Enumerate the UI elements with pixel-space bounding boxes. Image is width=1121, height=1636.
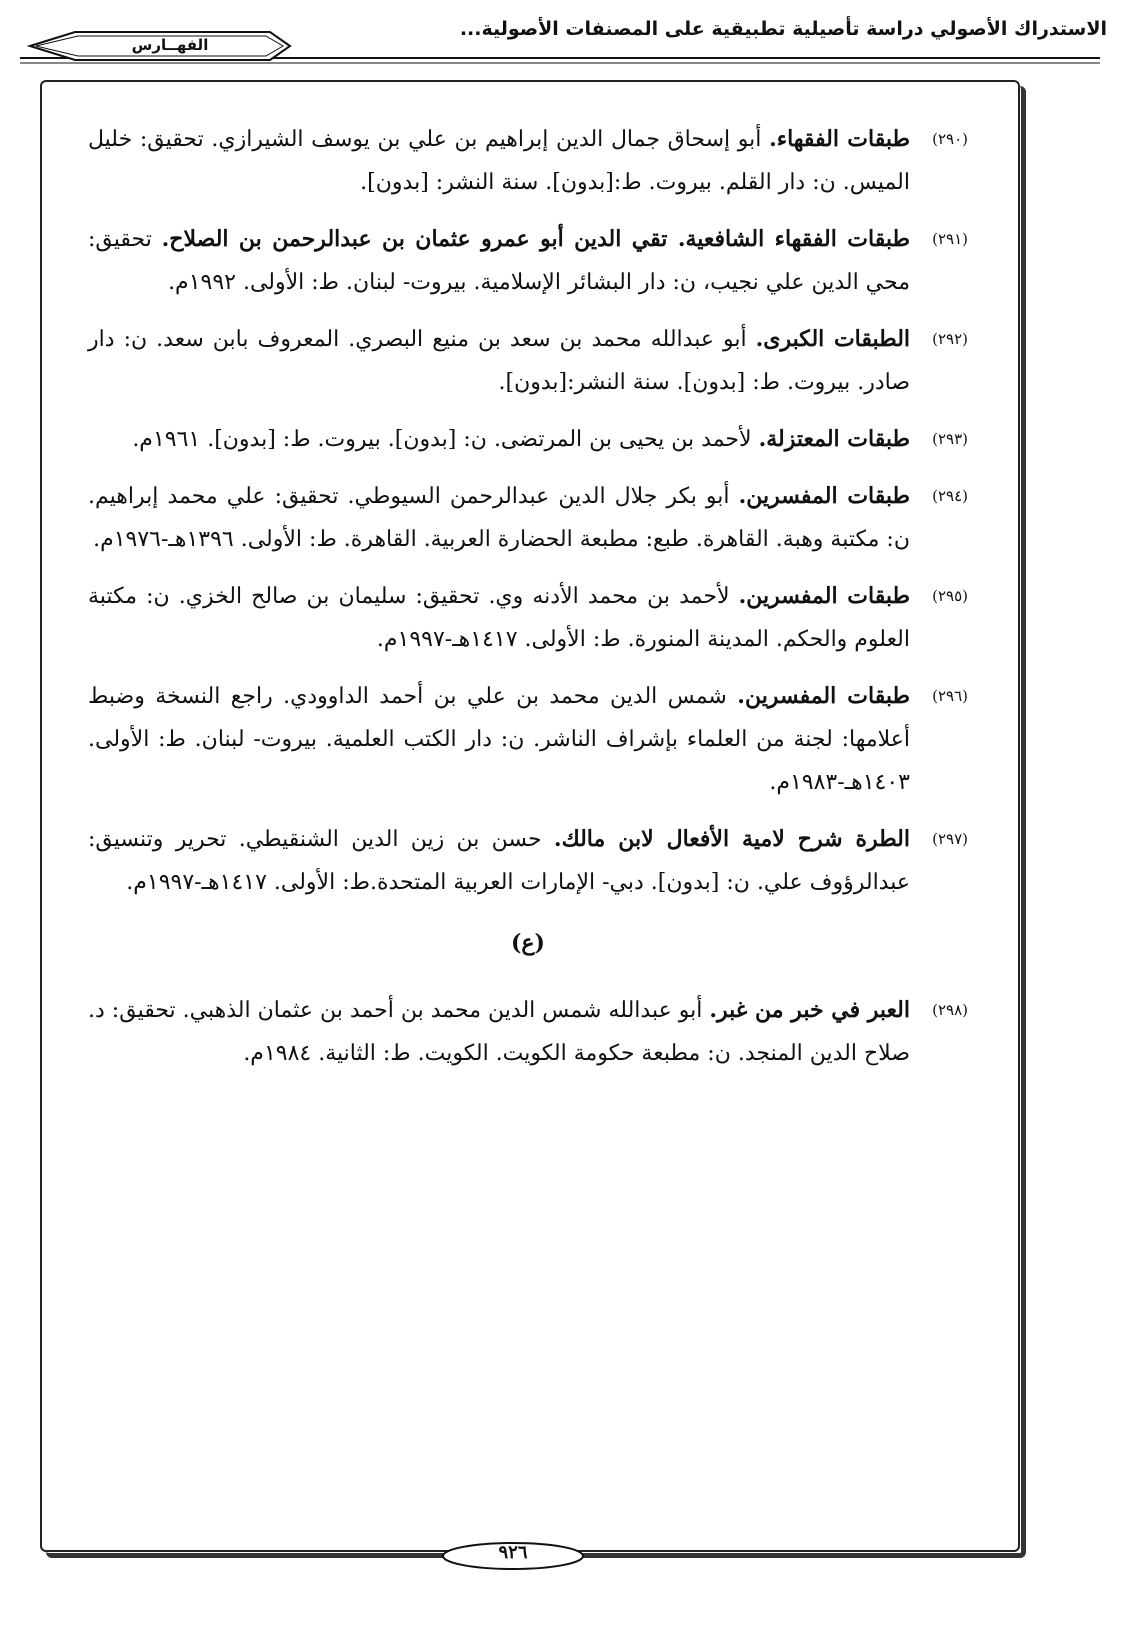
entry-title: الطرة شرح لامية الأفعال لابن مالك. xyxy=(553,826,910,852)
entry-296 xyxy=(88,675,968,804)
entry-body: حسن بن زين الدين الشنقيطي. تحرير وتنسيق: عبدالرؤوف علي. ن: [بدون]. دبي- الإمارات العربية المتحدة.ط: الأولى. ١٤١٧هـ-١٩٩٧م. xyxy=(88,827,910,895)
entry-body: أبو بكر جلال الدين عبدالرحمن السيوطي. تحقيق: علي محمد إبراهيم. ن: مكتبة وهبة. القاهرة. طبع: مطبعة الحضارة العربية. القاهرة. ط: الأولى. ١٣٩٦هـ-١٩٧٦م. xyxy=(88,484,910,552)
entry-293 xyxy=(88,418,968,461)
bibliography-list xyxy=(88,118,968,1089)
entry-body: لأحمد بن يحيى بن المرتضى. ن: [بدون]. بيروت. ط: [بدون]. ١٩٦١م. xyxy=(132,427,759,452)
entry-number: (٢٩٢) xyxy=(932,330,968,348)
entry-number: (٢٩٦) xyxy=(932,687,968,705)
entry-body: شمس الدين محمد بن علي بن أحمد الداوودي. راجع النسخة وضبط أعلامها: لجنة من العلماء بإشراف الناشر. ن: دار الكتب العلمية. بيروت- لبنان. ط: الأولى. ١٤٠٣هـ-١٩٨٣م. xyxy=(88,684,910,795)
entry-title: الطبقات الكبرى. xyxy=(755,326,911,352)
entry-number: (٢٩١) xyxy=(932,230,968,248)
entry-title: طبقات الفقهاء الشافعية. تقي الدين أبو عمرو عثمان بن عبدالرحمن بن الصلاح. xyxy=(161,226,910,252)
entry-number: (٢٩٣) xyxy=(932,430,968,448)
entry-298 xyxy=(88,989,968,1075)
entry-body: أبو عبدالله شمس الدين محمد بن أحمد بن عثمان الذهبي. تحقيق: د. صلاح الدين المنجد. ن: مطبعة حكومة الكويت. الكويت. ط: الثانية. ١٩٨٤م. xyxy=(88,998,910,1066)
entry-body: أبو عبدالله محمد بن سعد بن منيع البصري. المعروف بابن سعد. ن: دار صادر. بيروت. ط: [بدون]. سنة النشر:[بدون]. xyxy=(88,327,910,395)
entry-body: لأحمد بن محمد الأدنه وي. تحقيق: سليمان بن صالح الخزي. ن: مكتبة العلوم والحكم. المدينة المنورة. ط: الأولى. ١٤١٧هـ-١٩٩٧م. xyxy=(88,584,910,652)
entry-291 xyxy=(88,218,968,304)
entry-number: (٢٩٠) xyxy=(932,130,968,148)
entry-title: العبر في خبر من غبر. xyxy=(709,997,910,1023)
entry-title: طبقات المعتزلة. xyxy=(758,426,910,452)
entry-body: تحقيق: محي الدين علي نجيب، ن: دار البشائر الإسلامية. بيروت- لبنان. ط: الأولى. ١٩٩٢م. xyxy=(88,227,910,295)
entry-number: (٢٩٧) xyxy=(932,830,968,848)
entry-title: طبقات المفسرين. xyxy=(738,583,910,609)
entry-body: أبو إسحاق جمال الدين إبراهيم بن علي بن يوسف الشيرازي. تحقيق: خليل الميس. ن: دار القلم. بيروت. ط:[بدون]. سنة النشر: [بدون]. xyxy=(88,127,910,195)
entry-295 xyxy=(88,575,968,661)
entry-290 xyxy=(88,118,968,204)
letter-heading: (ع) xyxy=(511,930,545,956)
section-label: الفهــارس xyxy=(131,36,209,54)
entry-number: (٢٩٤) xyxy=(932,487,968,505)
entry-number: (٢٩٨) xyxy=(932,1001,968,1019)
entry-297 xyxy=(88,818,968,904)
entry-title: طبقات الفقهاء. xyxy=(769,126,911,152)
entry-title: طبقات المفسرين. xyxy=(737,683,910,709)
entry-292 xyxy=(88,318,968,404)
page-header xyxy=(0,0,1121,80)
page-number: ٩٢٦ xyxy=(498,1542,528,1563)
entry-number: (٢٩٥) xyxy=(932,587,968,605)
entry-294 xyxy=(88,475,968,561)
book-title: الاستدراك الأصولي دراسة تأصيلية تطبيقية على المصنفات الأصولية... xyxy=(459,18,1107,40)
entry-title: طبقات المفسرين. xyxy=(738,483,911,509)
page-number-badge xyxy=(438,1538,588,1574)
